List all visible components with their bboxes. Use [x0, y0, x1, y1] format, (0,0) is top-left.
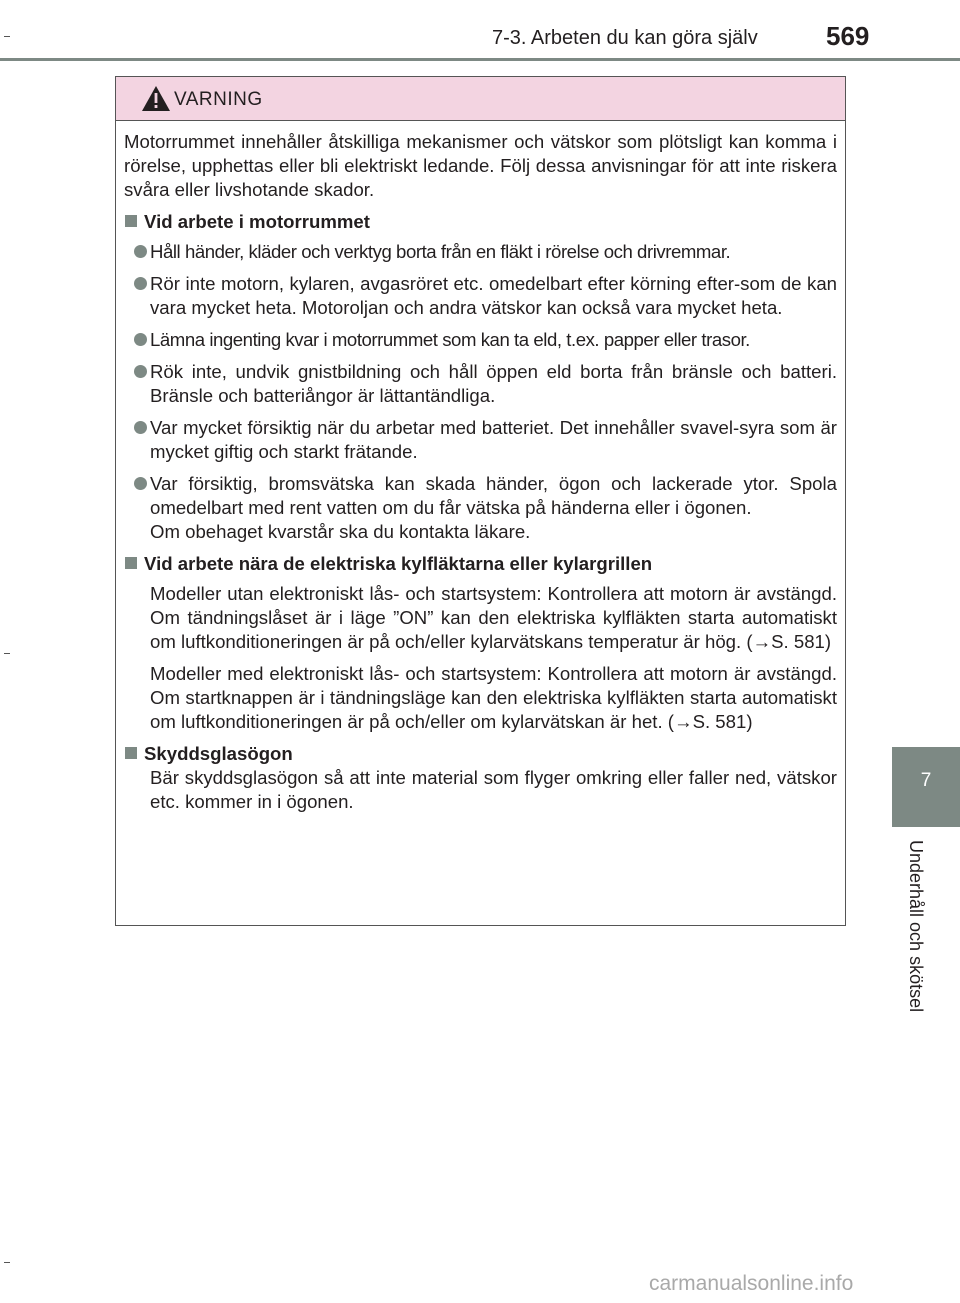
crop-mark: [4, 36, 10, 37]
paragraph: Modeller utan elektroniskt lås- och startsystem: Kontrollera att motorn är avstängd. Om tändningslåset är i läge ”ON” kan den elektriska kylfläkten starta automatiskt om luftkonditioneringen är på och/eller kylarvätskans temperatur är hög. (→S. 581): [150, 583, 837, 652]
list-item: Rör inte motorn, kylaren, avgasröret etc. omedelbart efter körning efter-som de kan vara mycket heta. Motoroljan och andra vätskor kan också vara mycket heta.: [124, 272, 837, 320]
warning-body: [116, 121, 845, 814]
chapter-number: 7: [920, 770, 932, 791]
list-item: Lämna ingenting kvar i motorrummet som kan ta eld, t.ex. papper eller trasor.: [124, 328, 837, 352]
square-bullet-icon: [125, 747, 137, 759]
list-item: Rök inte, undvik gnistbildning och håll öppen eld borta från bränsle och batteri. Bränsle och batteriångor är lättantändliga.: [124, 360, 837, 408]
header-divider: [0, 58, 960, 61]
round-bullet-icon: [134, 333, 147, 346]
paragraph: Bär skyddsglasögon så att inte material som flyger omkring eller faller ned, vätskor etc. kommer in i ögonen.: [150, 767, 837, 812]
watermark: carmanualsonline.info: [649, 1272, 854, 1295]
crop-mark: [4, 653, 10, 654]
square-bullet-icon: [125, 557, 137, 569]
section-heading-kylflaktar: Vid arbete nära de elektriska kylfläktarna eller kylargrillen: [124, 552, 837, 576]
section-heading-motorrummet: Vid arbete i motorrummet: [124, 210, 837, 234]
section-title: 7-3. Arbeten du kan göra själv: [492, 27, 758, 49]
round-bullet-icon: [134, 277, 147, 290]
round-bullet-icon: [134, 365, 147, 378]
page-number: 569: [826, 21, 870, 51]
warning-header: [116, 77, 845, 121]
list-item: Var mycket försiktig när du arbetar med batteriet. Det innehåller svavel-syra som är mycket giftig och starkt frätande.: [124, 416, 837, 464]
list-item: Var försiktig, bromsvätska kan skada händer, ögon och lackerade ytor. Spola omedelbart med rent vatten om du får vätska på händerna eller i ögonen. Om obehaget kvarstår ska du kontakta läkare.: [124, 472, 837, 544]
round-bullet-icon: [134, 421, 147, 434]
list-item-continuation: Om obehaget kvarstår ska du kontakta läkare.: [150, 521, 531, 542]
round-bullet-icon: [134, 245, 147, 258]
warning-triangle-icon: [141, 85, 171, 112]
round-bullet-icon: [134, 477, 147, 490]
chapter-label: Underhåll och skötsel: [906, 840, 926, 1013]
paragraph: Modeller med elektroniskt lås- och startsystem: Kontrollera att motorn är avstängd. Om startknappen är i tändningsläge kan den elektriska kylfläkten starta automatiskt om luftkonditioneringen är på och/eller om kylarvätskan är het. (→S. 581): [150, 663, 837, 732]
list-item: Håll händer, kläder och verktyg borta från en fläkt i rörelse och drivremmar.: [124, 240, 837, 264]
warning-label: VARNING: [174, 89, 263, 110]
chapter-tab: [892, 747, 960, 827]
crop-mark: [4, 1262, 10, 1263]
warning-intro: Motorrummet innehåller åtskilliga mekanismer och vätskor som plötsligt kan komma i rörelse, upphettas eller bli elektriskt ledande. Följ dessa anvisningar för att inte riskera svåra eller livshotande skador.: [124, 131, 837, 200]
warning-box: [115, 76, 846, 926]
square-bullet-icon: [125, 215, 137, 227]
section-heading-skyddsglasogon: Skyddsglasögon: [124, 742, 837, 766]
